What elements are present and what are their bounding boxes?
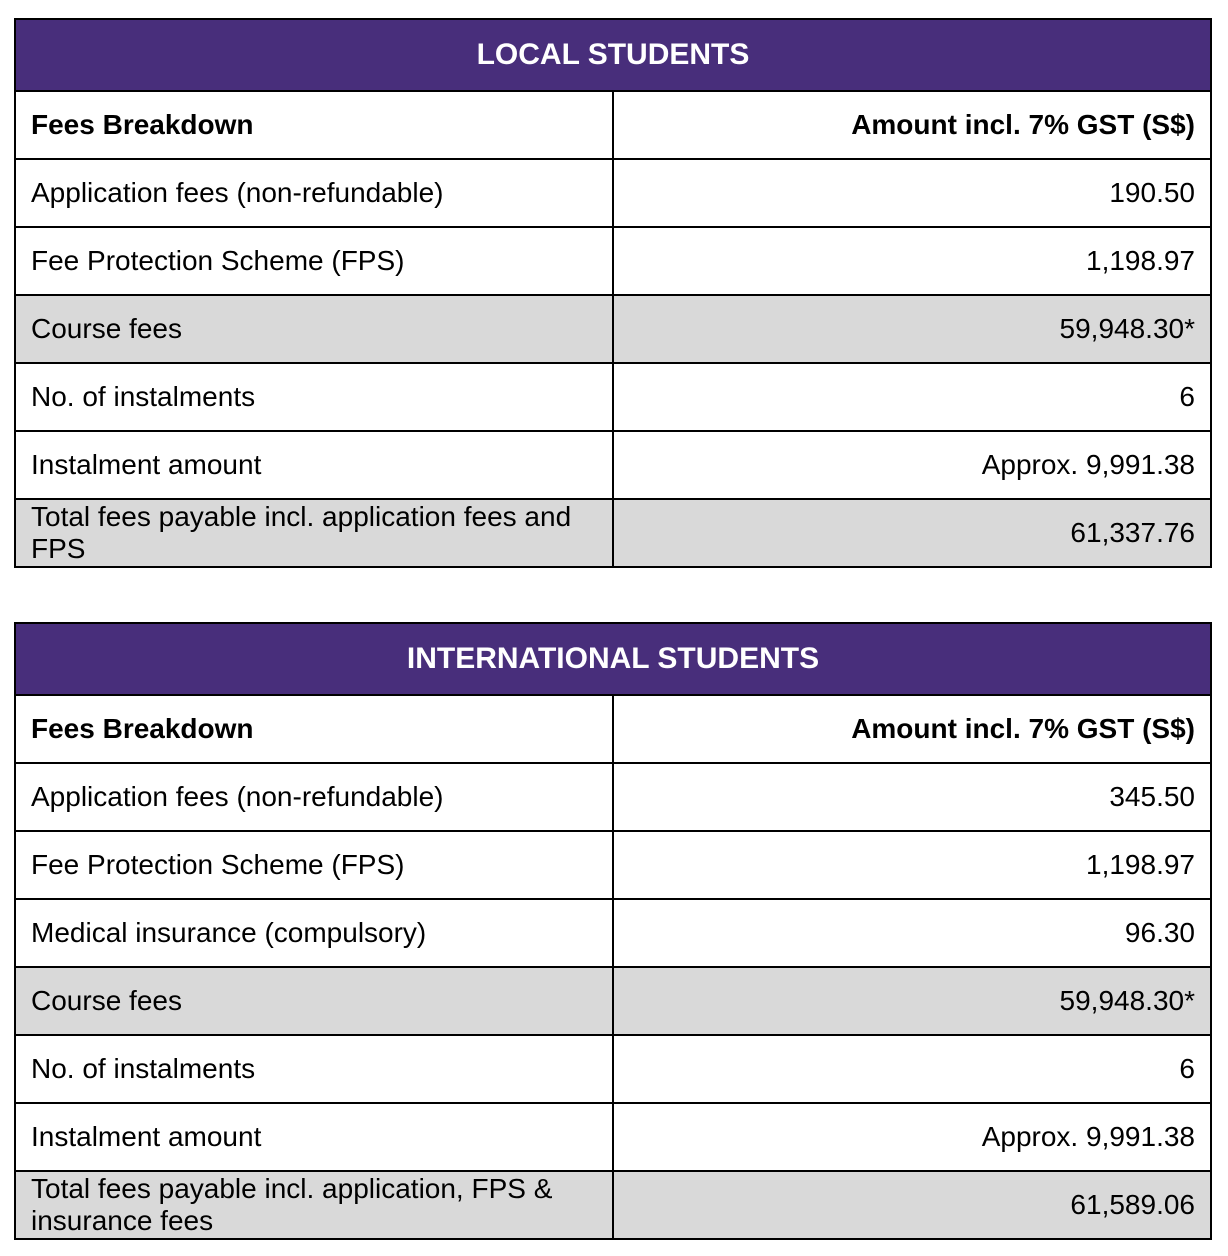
row-amount: 6: [613, 363, 1211, 431]
table-row: [15, 967, 1211, 1035]
table-row: [15, 763, 1211, 831]
fees-breakdown-header: Fees Breakdown: [15, 695, 613, 763]
table-row: [15, 363, 1211, 431]
row-label: Total fees payable incl. application fees and FPS: [15, 499, 613, 567]
local-students-title: LOCAL STUDENTS: [15, 19, 1211, 91]
table-header-row: [15, 695, 1211, 763]
row-label: Course fees: [15, 295, 613, 363]
row-label: Fee Protection Scheme (FPS): [15, 227, 613, 295]
table-row: [15, 499, 1211, 567]
table-row: [15, 1103, 1211, 1171]
amount-header: Amount incl. 7% GST (S$): [613, 695, 1211, 763]
international-students-table: [14, 622, 1212, 1240]
amount-header: Amount incl. 7% GST (S$): [613, 91, 1211, 159]
row-label: Instalment amount: [15, 431, 613, 499]
table-row: [15, 159, 1211, 227]
row-amount: 1,198.97: [613, 227, 1211, 295]
row-amount: 61,337.76: [613, 499, 1211, 567]
row-label: Medical insurance (compulsory): [15, 899, 613, 967]
international-students-title: INTERNATIONAL STUDENTS: [15, 623, 1211, 695]
row-amount: 59,948.30*: [613, 967, 1211, 1035]
table-row: [15, 1035, 1211, 1103]
row-amount: 345.50: [613, 763, 1211, 831]
row-label: No. of instalments: [15, 363, 613, 431]
row-amount: 59,948.30*: [613, 295, 1211, 363]
row-label: Application fees (non-refundable): [15, 763, 613, 831]
row-label: Application fees (non-refundable): [15, 159, 613, 227]
table-row: [15, 831, 1211, 899]
row-amount: 61,589.06: [613, 1171, 1211, 1239]
table-row: [15, 1171, 1211, 1239]
row-amount: 190.50: [613, 159, 1211, 227]
row-amount: Approx. 9,991.38: [613, 1103, 1211, 1171]
table-row: [15, 227, 1211, 295]
fees-breakdown-header: Fees Breakdown: [15, 91, 613, 159]
row-amount: 6: [613, 1035, 1211, 1103]
row-amount: 96.30: [613, 899, 1211, 967]
table-title-row: [15, 623, 1211, 695]
row-amount: Approx. 9,991.38: [613, 431, 1211, 499]
row-label: Instalment amount: [15, 1103, 613, 1171]
table-title-row: [15, 19, 1211, 91]
row-amount: 1,198.97: [613, 831, 1211, 899]
row-label: Course fees: [15, 967, 613, 1035]
row-label: Fee Protection Scheme (FPS): [15, 831, 613, 899]
row-label: No. of instalments: [15, 1035, 613, 1103]
table-row: [15, 899, 1211, 967]
table-header-row: [15, 91, 1211, 159]
row-label: Total fees payable incl. application, FPS & insurance fees: [15, 1171, 613, 1239]
table-row: [15, 295, 1211, 363]
table-row: [15, 431, 1211, 499]
local-students-table: [14, 18, 1212, 568]
